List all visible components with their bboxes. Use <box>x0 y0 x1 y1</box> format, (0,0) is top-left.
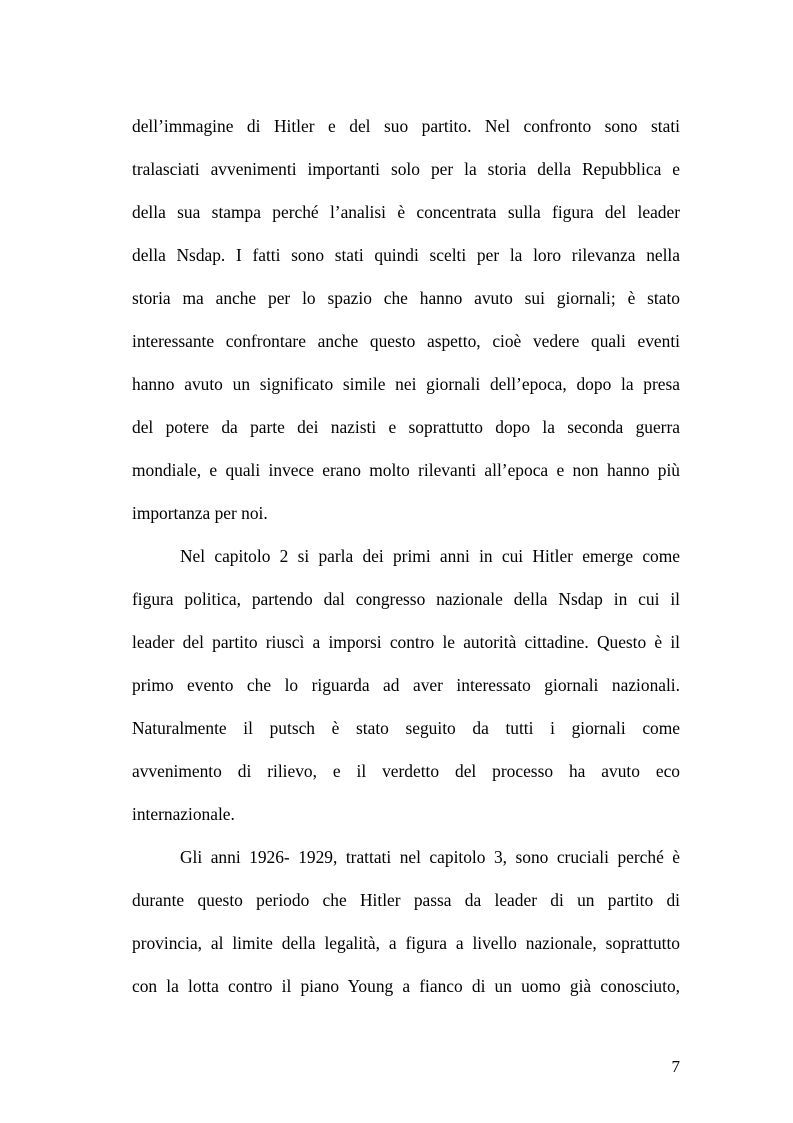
text-line: storia ma anche per lo spazio che hanno avuto sui giornali; è stato <box>132 288 680 308</box>
text-line: con la lotta contro il piano Young a fianco di un uomo già conosciuto, <box>132 976 680 996</box>
text-line: durante questo periodo che Hitler passa da leader di un partito di <box>132 890 680 910</box>
text-line: internazionale. <box>132 804 235 824</box>
text-line: provincia, al limite della legalità, a figura a livello nazionale, soprattutto <box>132 933 680 953</box>
text-line: Naturalmente il putsch è stato seguito da tutti i giornali come <box>132 718 680 738</box>
page-number: 7 <box>671 1057 680 1076</box>
text-line: hanno avuto un significato simile nei giornali dell’epoca, dopo la presa <box>132 374 680 394</box>
text-line: leader del partito riuscì a imporsi contro le autorità cittadine. Questo è il <box>132 632 680 652</box>
text-line: della sua stampa perché l’analisi è concentrata sulla figura del leader <box>132 202 680 222</box>
text-line: dell’immagine di Hitler e del suo partito. Nel confronto sono stati <box>132 116 680 136</box>
text-line: Nel capitolo 2 si parla dei primi anni in cui Hitler emerge come <box>180 546 680 566</box>
text-line: primo evento che lo riguarda ad aver interessato giornali nazionali. <box>132 675 680 695</box>
text-line: figura politica, partendo dal congresso nazionale della Nsdap in cui il <box>132 589 680 609</box>
text-line: mondiale, e quali invece erano molto rilevanti all’epoca e non hanno più <box>132 460 680 480</box>
text-line: della Nsdap. I fatti sono stati quindi scelti per la loro rilevanza nella <box>132 245 680 265</box>
text-line: Gli anni 1926- 1929, trattati nel capitolo 3, sono cruciali perché è <box>180 847 680 867</box>
text-line: del potere da parte dei nazisti e soprattutto dopo la seconda guerra <box>132 417 680 437</box>
text-line: importanza per noi. <box>132 503 268 523</box>
text-line: interessante confrontare anche questo aspetto, cioè vedere quali eventi <box>132 331 680 351</box>
text-line: tralasciati avvenimenti importanti solo per la storia della Repubblica e <box>132 159 680 179</box>
text-line: avvenimento di rilievo, e il verdetto del processo ha avuto eco <box>132 761 680 781</box>
